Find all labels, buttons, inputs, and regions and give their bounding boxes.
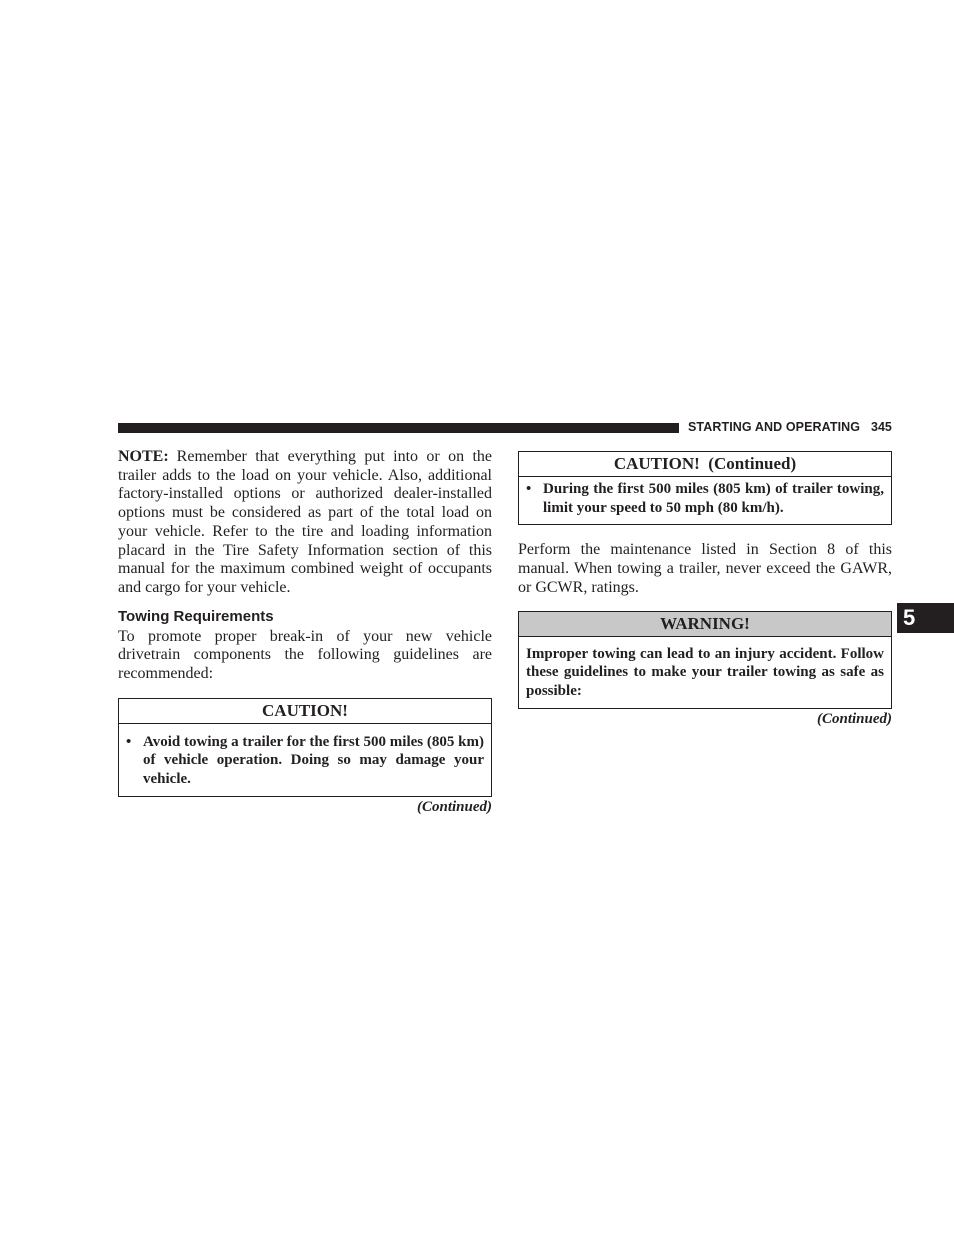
note-paragraph xyxy=(118,448,492,598)
towing-intro: To promote proper break-in of your new vehicle drivetrain components the following guidelines are recommended: xyxy=(118,627,492,683)
caution-title: CAUTION! xyxy=(119,699,491,724)
section-title: STARTING AND OPERATING xyxy=(688,420,861,434)
left-column xyxy=(118,448,492,816)
warning-box xyxy=(518,611,892,709)
caution-continued-title: CAUTION! (Continued) xyxy=(519,452,891,477)
header-rule xyxy=(118,423,679,433)
caution-bullet-text: Avoid towing a trailer for the first 500 miles (805 km) of vehicle operation. Doing so may damage your vehicle. xyxy=(143,733,484,788)
page-number: 345 xyxy=(871,420,892,434)
caution-continued-body xyxy=(519,477,891,524)
bullet-icon: • xyxy=(526,481,532,497)
note-text: Remember that everything put into or on the trailer adds to the load on your vehicle. Also, additional factory-installed options or authorized dealer-installed options must be considered as part of the total load on your vehicle. Refer to the tire and loading information placard in the Tire Safety Information section of this manual for the maximum combined weight of occupants and cargo for your vehicle. xyxy=(118,448,492,596)
caution-continued-bullet-text: During the first 500 miles (805 km) of trailer towing, limit your speed to 50 mph (80 km/h). xyxy=(543,481,884,516)
caution-bullet xyxy=(126,733,484,789)
towing-requirements-heading: Towing Requirements xyxy=(118,607,274,625)
warning-title: WARNING! xyxy=(519,612,891,637)
caution-continued-bullet xyxy=(526,480,884,517)
note-label: NOTE: xyxy=(118,448,169,465)
caution-box xyxy=(118,698,492,797)
caution-body xyxy=(119,724,491,796)
caution-continued-box xyxy=(518,451,892,525)
maintenance-paragraph: Perform the maintenance listed in Section 8 of this manual. When towing a trailer, never exceed the GAWR, or GCWR, ratings. xyxy=(518,541,892,596)
continued-label: (Continued) xyxy=(816,710,892,727)
bullet-icon: • xyxy=(126,733,132,750)
right-column xyxy=(518,451,892,728)
chapter-tab: 5 xyxy=(897,603,954,633)
continued-label: (Continued) xyxy=(416,798,492,815)
warning-body: Improper towing can lead to an injury accident. Follow these guidelines to make your trailer towing as safe as possible: xyxy=(526,645,884,699)
